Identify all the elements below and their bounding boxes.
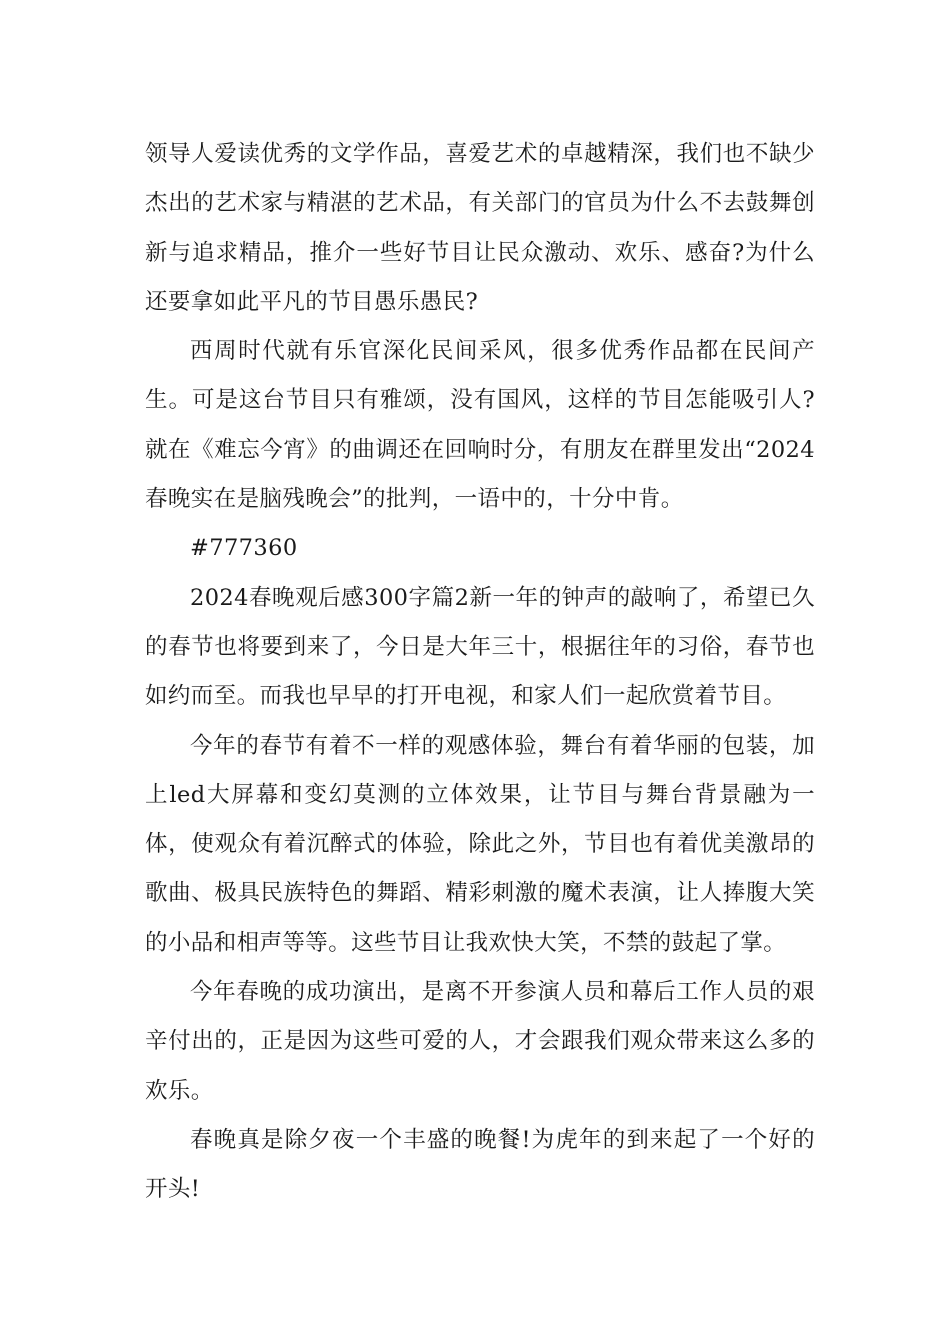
paragraph: 2024春晚观后感300字篇2新一年的钟声的敲响了，希望已久的春节也将要到来了，今日是大年三十，根据往年的习俗，春节也如约而至。而我也早早的打开电视，和家人们一起欣赏着节目。 <box>145 584 815 710</box>
paragraph: 领导人爱读优秀的文学作品，喜爱艺术的卓越精深，我们也不缺少杰出的艺术家与精湛的艺术品，有关部门的官员为什么不去鼓舞创新与追求精品，推介一些好节目让民众激动、欢乐、感奋?为什么还要拿如此平凡的节目愚乐愚民? <box>145 141 815 315</box>
article-body <box>145 130 815 1215</box>
paragraph: 春晚真是除夕夜一个丰盛的晚餐!为虎年的到来起了一个好的开头! <box>145 1126 815 1203</box>
paragraph: 今年的春节有着不一样的观感体验，舞台有着华丽的包装，加上led大屏幕和变幻莫测的立体效果，让节目与舞台背景融为一体，使观众有着沉醉式的体验，除此之外，节目也有着优美激昂的歌曲、极具民族特色的舞蹈、精彩刺激的魔术表演，让人捧腹大笑的小品和相声等等。这些节目让我欢快大笑，不禁的鼓起了掌。 <box>145 732 815 956</box>
paragraph: 西周时代就有乐官深化民间采风，很多优秀作品都在民间产生。可是这台节目只有雅颂，没有国风，这样的节目怎能吸引人?就在《难忘今宵》的曲调还在回响时分，有朋友在群里发出“2024春晚实在是脑残晚会”的批判，一语中的，十分中肯。 <box>145 338 815 513</box>
paragraph: 今年春晚的成功演出，是离不开参演人员和幕后工作人员的艰辛付出的，正是因为这些可爱的人，才会跟我们观众带来这么多的欢乐。 <box>145 979 815 1104</box>
paragraph: #777360 <box>190 535 298 562</box>
